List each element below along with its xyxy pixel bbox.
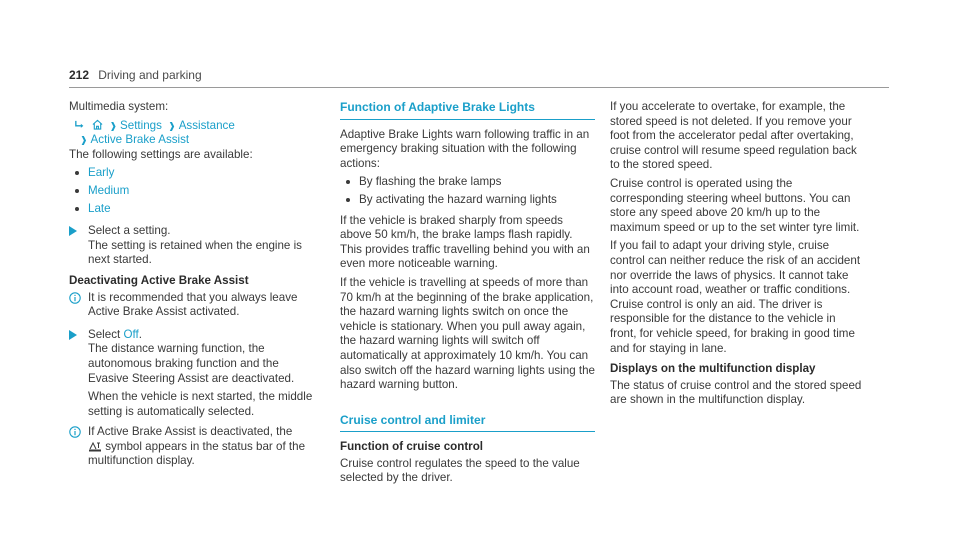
multimedia-intro: Multimedia system: (69, 100, 169, 113)
step-suffix: . (138, 327, 142, 341)
settings-options (69, 166, 319, 216)
step-arrow-icon (69, 330, 77, 340)
menu-path (69, 119, 319, 148)
paragraph: The status of cruise control and the stored speed are shown in the multifunction display. (610, 378, 862, 407)
info-icon (69, 292, 81, 304)
note-text-b: symbol appears in the status bar of the multifunction display. (88, 439, 306, 468)
step-result-2: When the vehicle is next started, the middle setting is automatically selected. (88, 390, 313, 418)
section-title: Driving and parking (98, 68, 202, 82)
note-text-a: If Active Brake Assist is deactivated, the (88, 425, 293, 439)
brake-assist-off-icon (88, 440, 102, 452)
chevron-right-icon: ❱ (80, 135, 88, 146)
menu-settings[interactable]: Settings (120, 118, 162, 132)
column-1 (69, 100, 319, 477)
option-late[interactable]: Late (69, 202, 319, 217)
deactivating-heading: Deactivating Active Brake Assist (69, 273, 249, 287)
adaptive-brake-lights-actions (340, 175, 595, 207)
note-text: It is recommended that you always leave Active Brake Assist activated. (88, 290, 298, 319)
note-leave-activated (69, 291, 319, 320)
info-icon (69, 426, 81, 438)
step-result: The setting is retained when the engine is next started. (88, 238, 302, 267)
paragraph: If you accelerate to overtake, for example, the stored speed is not deleted. If you remove your foot from the accelerator pedal after overtaking, cruise control will resume speed regulation back to the stored speed. (610, 100, 857, 172)
step-select-setting (69, 224, 319, 268)
list-item: By activating the hazard warning lights (340, 193, 595, 208)
displays-heading: Displays on the multifunction display (610, 362, 816, 376)
note-symbol (69, 425, 319, 469)
step-result: The distance warning function, the autonomous braking function and the Evasive Steering Assist are deactivated. (88, 342, 295, 385)
option-medium[interactable]: Medium (69, 184, 319, 199)
function-cruise-control-heading: Function of cruise control (340, 440, 483, 454)
menu-assistance[interactable]: Assistance (178, 118, 235, 132)
header-rule (69, 87, 889, 88)
list-item: By flashing the brake lamps (340, 175, 595, 190)
option-off[interactable]: Off (123, 327, 139, 341)
paragraph: Cruise control regulates the speed to the value selected by the driver. (340, 456, 580, 485)
menu-active-brake-assist[interactable]: Active Brake Assist (90, 133, 190, 147)
paragraph: Cruise control is operated using the corresponding steering wheel buttons. You can store any speed above 20 km/h up to the maximum speed or up to the set winter tyre limit. (610, 176, 860, 234)
column-3 (610, 100, 865, 412)
step-prefix: Select (88, 327, 124, 341)
home-icon (92, 119, 103, 130)
step-select-off (69, 328, 319, 420)
page-header (69, 68, 889, 84)
column-2 (340, 100, 595, 490)
step-arrow-icon (69, 226, 77, 236)
cruise-control-heading: Cruise control and limiter (340, 413, 595, 433)
return-arrow-icon (75, 120, 85, 130)
available-settings-text: The following settings are available: (69, 147, 253, 161)
chevron-right-icon: ❱ (109, 120, 118, 131)
paragraph: If the vehicle is braked sharply from speeds above 50 km/h, the brake lamps flash rapidly. This provides traffic travelling behind you with an even more noticeable warning. (340, 213, 590, 271)
page-number: 212 (69, 68, 90, 82)
paragraph: If you fail to adapt your driving style, cruise control can neither reduce the risk of an accident nor override the laws of physics. It cannot take into account road, weather or traffic conditions. Cruise control is only an aid. The driver is responsible for the distance to the vehicle in front, for vehicle speed, for braking in good time and for staying in lane. (610, 239, 861, 355)
adaptive-brake-lights-heading: Function of Adaptive Brake Lights (340, 100, 595, 120)
step-text: Select a setting. (88, 224, 171, 238)
adaptive-brake-lights-intro: Adaptive Brake Lights warn following traffic in an emergency braking situation with the following actions: (340, 127, 590, 170)
option-early[interactable]: Early (69, 166, 319, 181)
paragraph: If the vehicle is travelling at speeds of more than 70 km/h at the beginning of the brake application, the hazard warning lights switch on once the vehicle is stationary. When you pull away again, the hazard warning lights will switch off automatically at approximately 10 km/h. You can also switch off the hazard warning lights using the hazard warning button. (340, 275, 595, 392)
chevron-right-icon: ❱ (168, 120, 176, 131)
